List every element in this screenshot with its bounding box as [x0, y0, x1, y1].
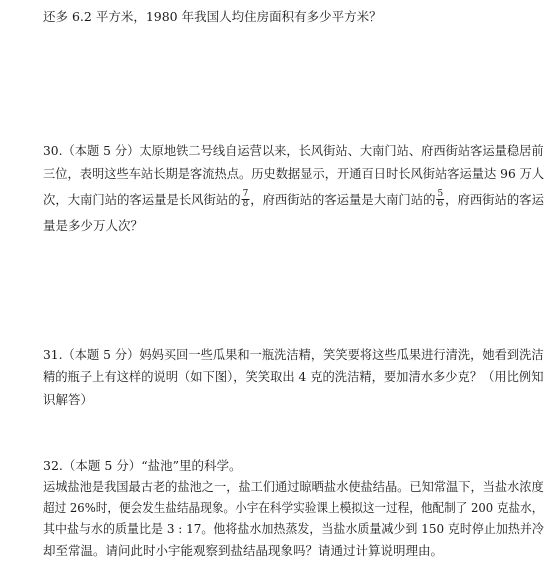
q32-line-5: 却至常温。请问此时小宇能观察到盐结晶现象吗？请通过计算说明理由。: [43, 543, 444, 558]
q32-line-4: 其中盐与水的质量比是 3 : 17。他将盐水加热蒸发，当盐水质量减少到 150 克时停止加热并冷: [43, 521, 544, 536]
fraction-five-sixths: [436, 190, 444, 209]
q30-line-2: 三位，表明这些车站长期是客流热点。历史数据显示，开通百日时长风街站客运量达 96 万人: [43, 166, 545, 181]
q30-line-4: 量是多少万人次？: [43, 218, 144, 233]
q30-line-3: [43, 191, 544, 210]
q30-line-3-part-c: ，府西街站的客运: [445, 192, 544, 207]
q30-line-3-part-b: ，府西街站的客运量是大南门站的: [250, 192, 436, 207]
q31-line-3: 识解答）: [43, 392, 94, 407]
intro-line: 还多 6.2 平方米，1980 年我国人均住房面积有多少平方米？: [43, 9, 382, 24]
q30-line-1: 30.（本题 5 分）太原地铁二号线自运营以来，长风街站、大南门站、府西街站客运量稳居前: [43, 143, 544, 158]
q31-line-2: 精的瓶子上有这样的说明（如下图），笑笑取出 4 克的洗洁精，要加清水多少克？（用比例知: [43, 369, 544, 384]
q32-line-3: 超过 26%时，便会发生盐结晶现象。小宇在科学实验课上模拟这一过程，他配制了 200 克盐水，: [43, 500, 544, 515]
q32-line-1: 32.（本题 5 分）“盐池”里的科学。: [43, 458, 242, 473]
fraction-seven-eighths: [242, 190, 250, 209]
fraction-denominator: 8: [242, 199, 249, 209]
fraction-denominator: 6: [437, 199, 444, 209]
fraction-numerator: 5: [437, 189, 444, 199]
q30-line-3-part-a: 次，大南门站的客运量是长风街站的: [43, 192, 241, 207]
q31-line-1: 31.（本题 5 分）妈妈买回一些瓜果和一瓶洗洁精，笑笑要将这些瓜果进行清洗，她看到洗洁: [43, 347, 544, 362]
fraction-numerator: 7: [242, 189, 249, 199]
q32-line-2: 运城盐池是我国最古老的盐池之一，盐工们通过晾晒盐水使盐结晶。已知常温下，当盐水浓度: [43, 479, 544, 494]
